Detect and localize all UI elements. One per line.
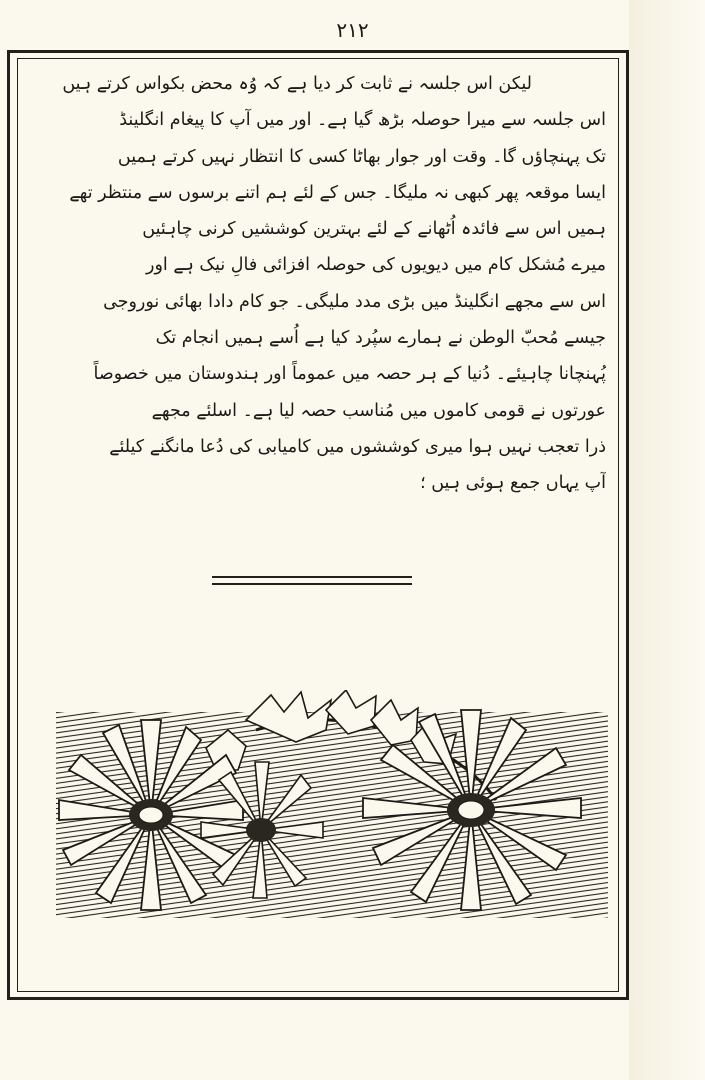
text-line: آپ یہاں جمع ہوئی ہیں ؛ <box>420 473 606 494</box>
body-text <box>36 66 606 502</box>
text-line: میرے مُشکل کام میں دیویوں کی حوصلہ افزائی فالِ نیک ہے اور <box>146 255 606 276</box>
text-line: پُہنچانا چاہیئے۔ دُنیا کے ہر حصہ میں عموماً اور ہندوستان میں خصوصاً <box>93 364 606 385</box>
text-line: اس سے مجھے انگلینڈ میں بڑی مدد ملیگی۔ جو کام دادا بھائی نوروجی <box>103 291 606 312</box>
text-line: تک پہنچاؤں گا۔ وقت اور جوار بھاٹا کسی کا انتظار نہیں کرتے ہمیں <box>117 146 606 167</box>
page-number: ۲۱۲ <box>336 18 369 42</box>
text-line: جیسے مُحبّ الوطن نے ہمارے سپُرد کیا ہے اُسے ہمیں انجام تک <box>155 328 606 349</box>
text-line: لیکن اس جلسہ نے ثابت کر دیا ہے کہ وُہ محض بکواس کرتے ہیں <box>62 74 532 94</box>
text-line: ہمیں اس سے فائدہ اُٹھانے کے لئے بہترین کوششیں کرنی چاہئیں <box>142 219 606 240</box>
section-rule <box>212 583 412 585</box>
text-line: ذرا تعجب نہیں ہوا میری کوششوں میں کامیابی کی دُعا مانگنے کیلئے <box>109 436 606 457</box>
text-line: ایسا موقعہ پھر کبھی نہ ملیگا۔ جس کے لئے ہم اتنے برسوں سے منتظر تھے <box>69 182 606 203</box>
section-rule <box>212 576 412 578</box>
text-line: عورتوں نے قومی کاموں میں مُناسب حصہ لیا ہے۔ اسلئے مجھے <box>151 400 606 421</box>
page-margin <box>629 0 705 1080</box>
flower-engraving <box>56 690 608 918</box>
text-line: اس جلسہ سے میرا حوصلہ بڑھ گیا ہے۔ اور میں آپ کا پیغام انگلینڈ <box>119 110 606 131</box>
